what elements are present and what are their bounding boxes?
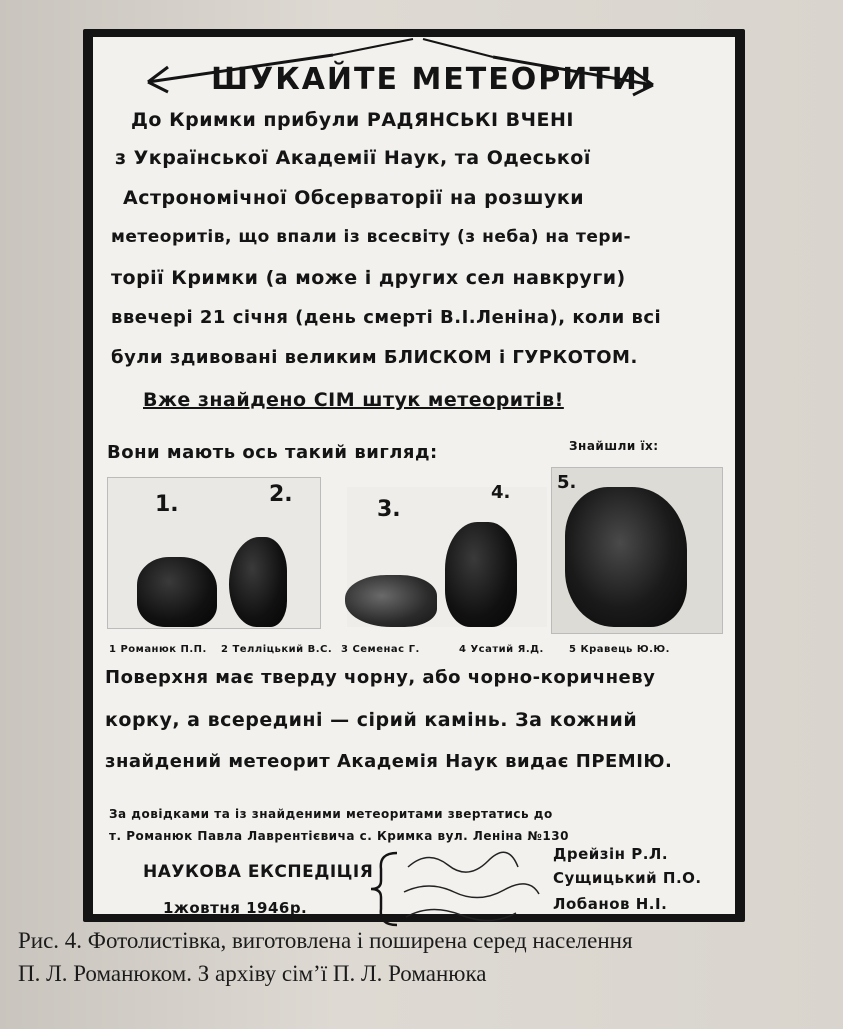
- leaflet-line-5: торії Кримки (а може і других сел навкруги): [111, 267, 626, 289]
- meteorite-3: [345, 575, 437, 627]
- finder-4: 4 Усатий Я.Д.: [459, 644, 544, 655]
- photo-number-3: 3.: [377, 497, 401, 522]
- meteorite-4: [445, 522, 517, 627]
- finder-2: 2 Телліцький В.С.: [221, 644, 333, 655]
- handwritten-signatures: [398, 847, 548, 927]
- description-line-1: Поверхня має тверду чорну, або чорно-коричневу: [105, 667, 656, 688]
- appearance-line: Вони мають ось такий вигляд:: [107, 442, 438, 463]
- contact-line-1: За довідками та із знайденими метеоритами звертатись до: [109, 807, 553, 821]
- found-by-label: Знайшли їх:: [569, 439, 659, 453]
- leaflet-photo: [83, 29, 745, 922]
- caption-line-1: Рис. 4. Фотолистівка, виготовлена і поширена серед населення: [18, 928, 633, 953]
- description-line-2: корку, а всередині — сірий камінь. За кожний: [105, 709, 638, 731]
- leaflet-line-7: були здивовані великим БЛИСКОМ і ГУРКОТОМ.: [111, 347, 638, 368]
- leaflet-line-6: ввечері 21 січня (день смерті В.І.Леніна), коли всі: [111, 307, 662, 328]
- signatory-2: Сущицький П.О.: [553, 869, 702, 887]
- description-line-3: знайдений метеорит Академія Наук видає ПРЕМІЮ.: [105, 751, 673, 772]
- found-line: Вже знайдено СІМ штук метеоритів!: [143, 389, 564, 411]
- expedition-date: 1жовтня 1946р.: [163, 899, 308, 917]
- leaflet-line-2: з Української Академії Наук, та Одеської: [115, 147, 591, 169]
- photo-number-5: 5.: [557, 472, 577, 493]
- finder-3: 3 Семенас Г.: [341, 644, 420, 655]
- contact-line-2: т. Романюк Павла Лаврентієвича с. Кримка вул. Леніна №130: [109, 829, 569, 843]
- signatory-1: Дрейзін Р.Л.: [553, 845, 669, 863]
- photo-number-4: 4.: [491, 482, 511, 503]
- meteorite-photos: [107, 467, 721, 637]
- leaflet-line-4: метеоритів, що впали із всесвіту (з неба) на тери-: [111, 227, 632, 247]
- meteorite-5: [565, 487, 687, 627]
- meteorite-2: [229, 537, 287, 627]
- caption-line-2: П. Л. Романюком. З архіву сім’ї П. Л. Романюка: [18, 961, 487, 986]
- photo-number-2: 2.: [269, 482, 293, 507]
- photo-number-1: 1.: [155, 492, 179, 517]
- leaflet-title: ШУКАЙТЕ МЕТЕОРИТИ!: [211, 62, 655, 97]
- leaflet-line-1: До Кримки прибули РАДЯНСЬКІ ВЧЕНІ: [131, 109, 574, 131]
- meteorite-1: [137, 557, 217, 627]
- leaflet-paper: [93, 37, 735, 917]
- finder-1: 1 Романюк П.П.: [109, 644, 207, 655]
- leaflet-line-3: Астрономічної Обсерваторії на розшуки: [123, 187, 585, 209]
- finder-5: 5 Кравець Ю.Ю.: [569, 644, 670, 655]
- figure-caption: [18, 924, 843, 990]
- expedition-label: НАУКОВА ЕКСПЕДІЦІЯ: [143, 862, 374, 882]
- signatory-3: Лобанов Н.І.: [553, 895, 668, 913]
